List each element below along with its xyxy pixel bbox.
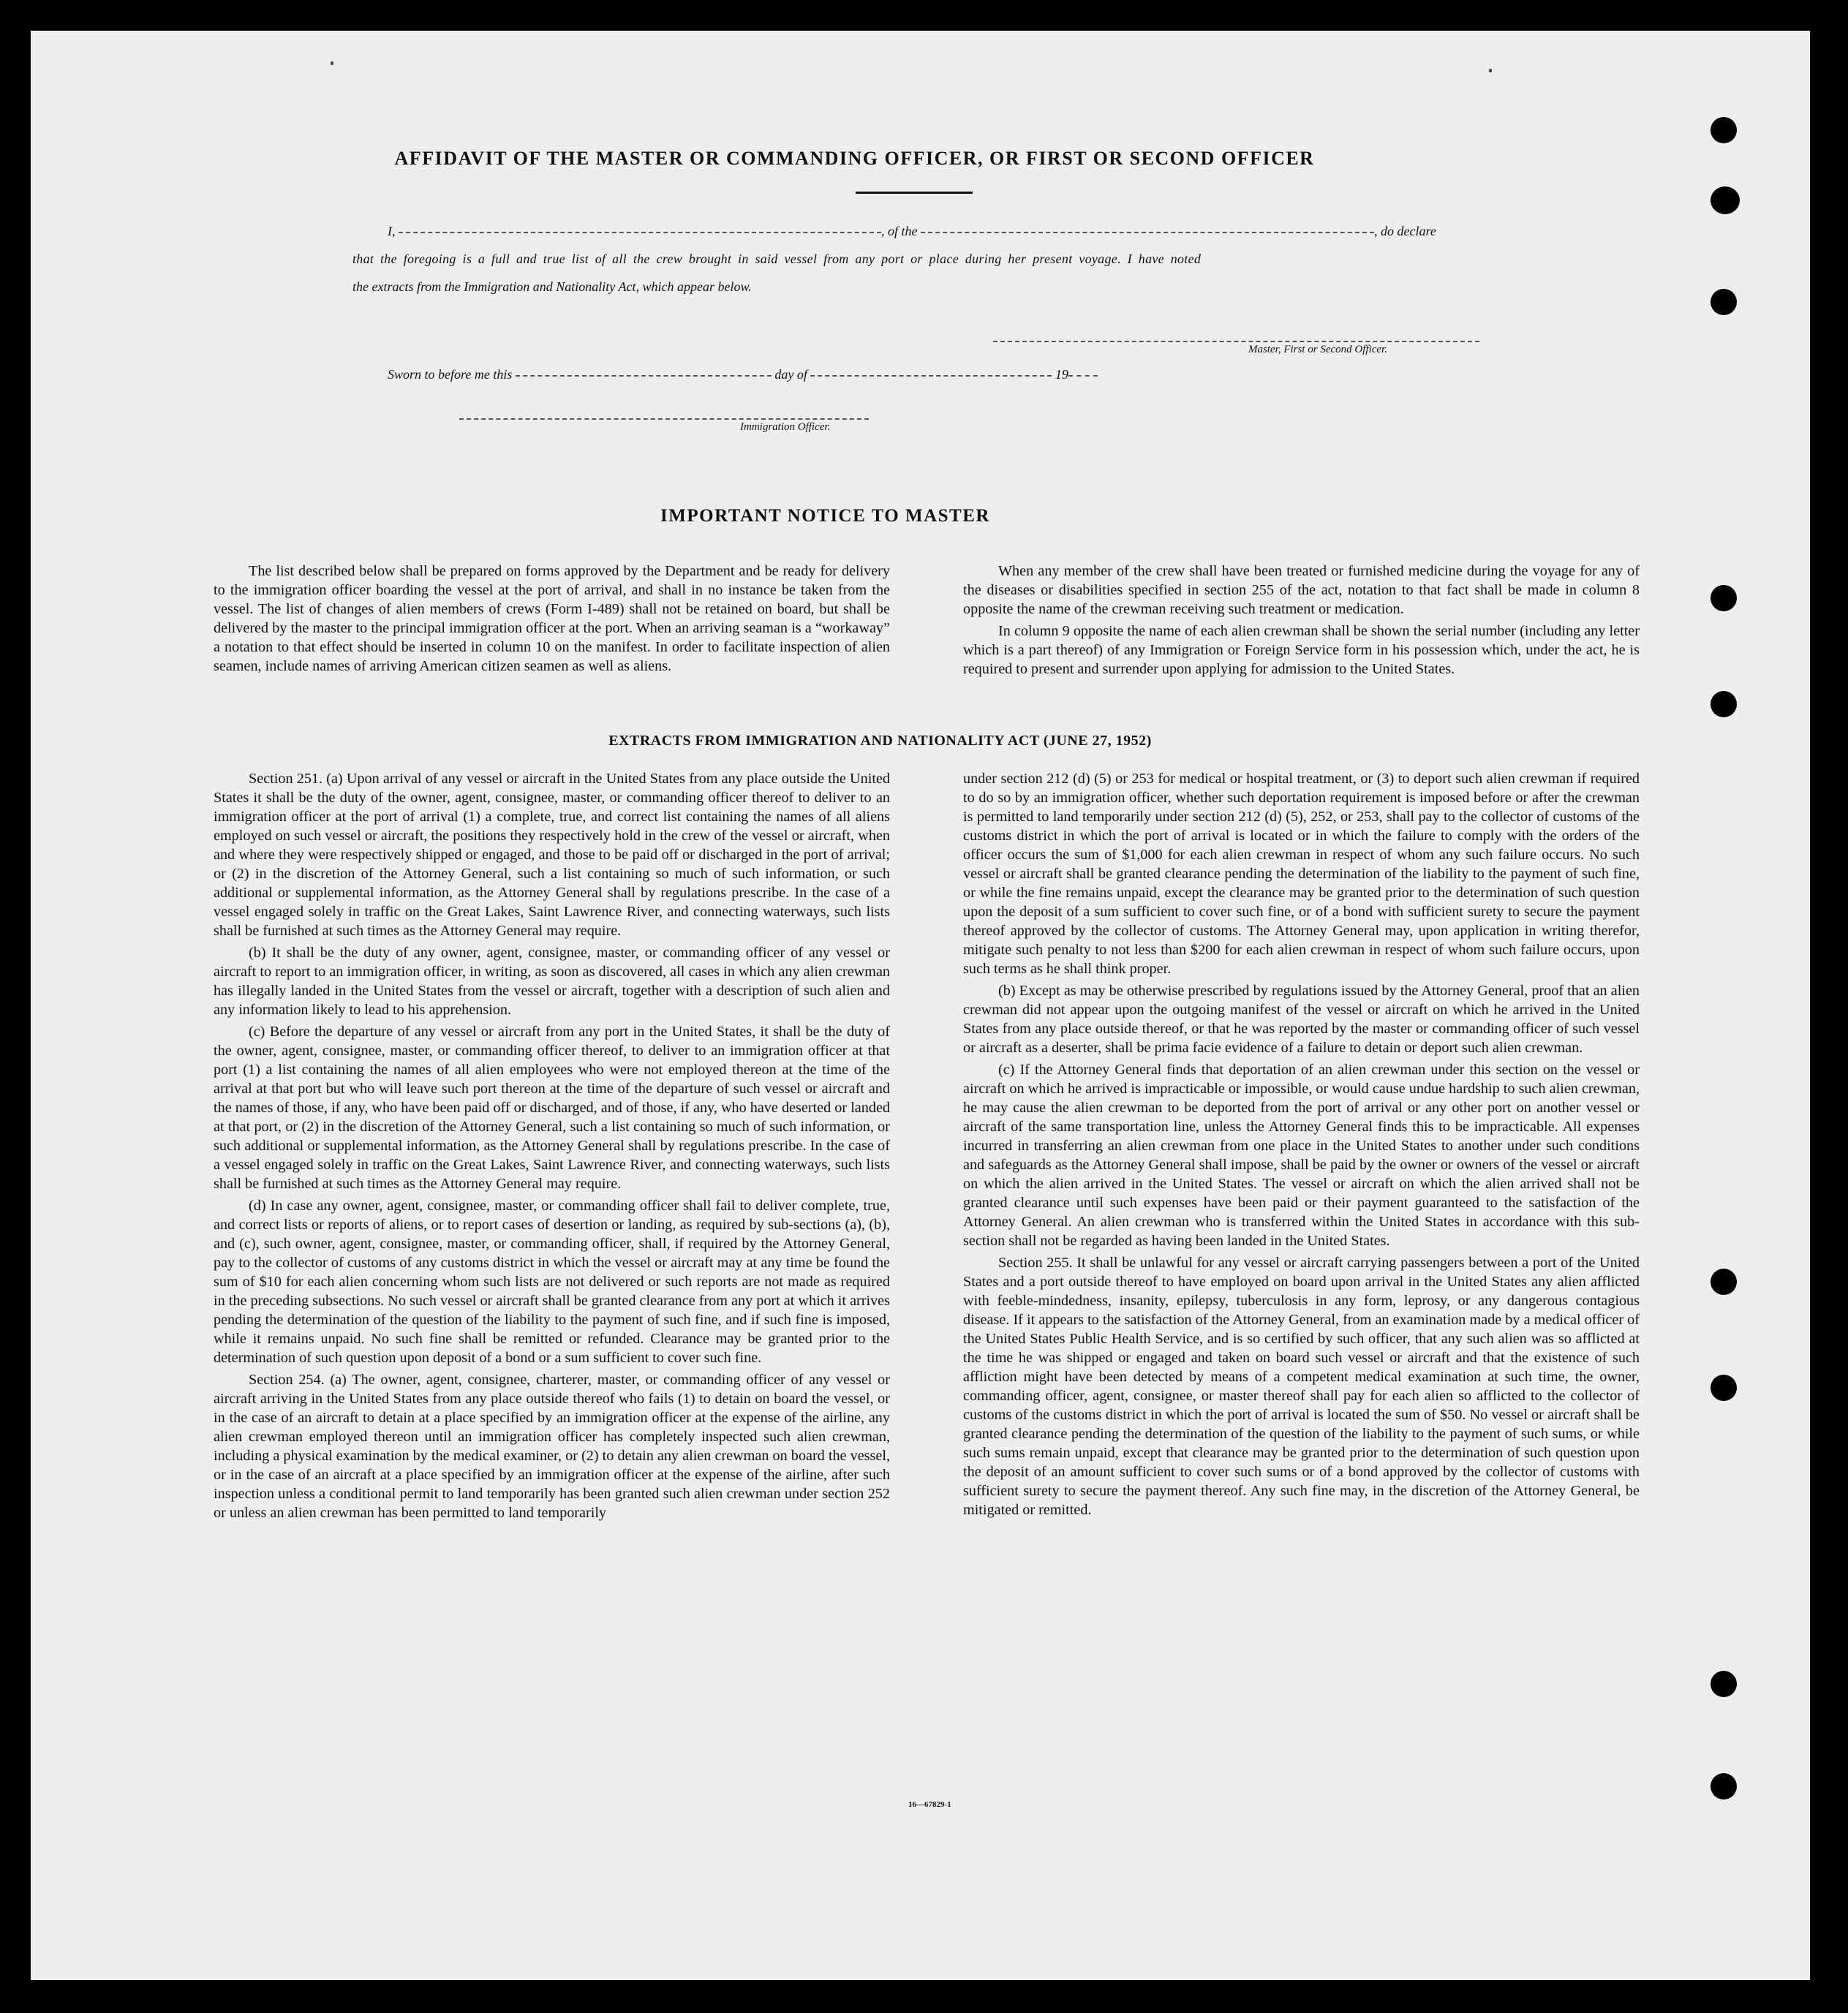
sworn-line xyxy=(388,367,1098,382)
extract-paragraph: (b) It shall be the duty of any owner, agent, consignee, master, or commanding officer of any vessel or aircraft to report to an immigration officer, in writing, as soon as discovered, all cases in which any alien crewman has illegally landed in the United States from the vessel or aircraft, together with a description of such alien and any information likely to lead to his apprehension. xyxy=(214,945,890,1018)
extract-paragraph: Section 254. (a) The owner, agent, consignee, charterer, master, or commanding officer of any vessel or aircraft arriving in the United States from any place outside thereof who fails (1) to detain on board the vessel, or in the case of an aircraft to detain at a place specified by an immigration officer at the expense of the airline, any alien crewman employed thereon until an immigration officer has completely inspected such alien crewman, including a physical examination by the medical examiner, or (2) to detain any alien crewman on board the vessel, or in the case of an aircraft at a place specified by an immigration officer at the expense of the airline, after such inspection unless a conditional permit to land temporarily has been granted such alien crewman under section 252 or unless an alien crewman has been permitted to land temporarily xyxy=(214,1372,890,1521)
title-rule xyxy=(856,192,973,194)
extracts-title: EXTRACTS FROM IMMIGRATION AND NATIONALITY ACT (JUNE 27, 1952) xyxy=(608,733,1152,749)
scan-speck xyxy=(1489,69,1492,72)
notice-left-column xyxy=(214,562,890,679)
officer-signature-label: Immigration Officer. xyxy=(740,421,831,433)
sworn-prefix: Sworn to before me this xyxy=(388,367,513,382)
declaration-do-declare: , do declare xyxy=(1374,224,1436,238)
notice-paragraph: When any member of the crew shall have been treated or furnished medicine during the voyage for any of the diseases or disabilities specified in section 255 of the act, notation to that fact shall be made in column 8 opposite the name of the crewman receiving such treatment or medication. xyxy=(963,563,1640,617)
extract-paragraph: (c) Before the departure of any vessel or aircraft from any port in the United States, it shall be the duty of the owner, agent, consignee, master, or commanding officer thereof, to deliver to an immigration officer at that port (1) a list containing the names of all alien employees who were not employed thereon at the time of the arrival at that port but who will leave such port thereon at the time of the departure of such vessel or aircraft and the names of those, if any, who have been paid off or discharged, and of those, if any, who have deserted or landed at that port, or (2) in the discretion of the Attorney General, such a list containing so much of such information, or such additional or supplemental information, as the Attorney General shall by regulations prescribe. In the case of a vessel engaged solely in traffic on the Great Lakes, Saint Lawrence River, and connecting waterways, such lists shall be furnished at such times as the Attorney General may require. xyxy=(214,1024,890,1192)
extract-paragraph: Section 255. It shall be unlawful for any vessel or aircraft carrying passengers between a port of the United States and a port outside thereof to have employed on board upon arrival in the United States any alien afflicted with feeble-mindedness, insanity, epilepsy, tuberculosis in any form, leprosy, or any dangerous contagious disease. If it appears to the satisfaction of the Attorney General, from an examination made by a medical officer of the United States Public Health Service, and is so certified by such officer, that any such alien was so afflicted at the time he was shipped or engaged and taken on board such vessel or aircraft and that the existence of such affliction might have been detected by means of a competent medical examination at such time, the owner, commanding officer, agent, consignee, or master thereof shall pay for each alien so afflicted to the collector of customs of the customs district in which the port of arrival is located the sum of $50. No vessel or aircraft shall be granted clearance pending the determination of the question of the liability to the payment of such sums, or while such sums remain unpaid, except that clearance may be granted prior to the determination of such question upon the deposit of an amount sufficient to cover such sums or of a bond approved by the collector of customs with sufficient surety to secure the payment thereof. Any such fine may, in the discretion of the Attorney General, be mitigated or remitted. xyxy=(963,1255,1640,1518)
punch-hole xyxy=(1711,117,1737,143)
sworn-year-blank xyxy=(1068,375,1098,377)
declaration-line-3: the extracts from the Immigration and Nationality Act, which appear below. xyxy=(352,279,752,294)
extracts-right-column xyxy=(963,769,1640,1522)
document-page xyxy=(31,31,1810,1980)
affidavit-title: AFFIDAVIT OF THE MASTER OR COMMANDING OFFICER, OR FIRST OR SECOND OFFICER xyxy=(394,148,1315,169)
sworn-date-blank xyxy=(516,375,772,377)
extract-paragraph: (c) If the Attorney General finds that deportation of an alien crewman under this section on the vessel or aircraft on which he arrived is impracticable or impossible, or would cause undue hardship to such alien crewman, he may cause the alien crewman to be deported from the port of arrival or any other port on another vessel or aircraft of the same transportation line, unless the Attorney General finds this to be impracticable. All expenses incurred in transferring an alien crewman from one place in the United States to another under such conditions and safeguards as the Attorney General shall impose, shall be paid by the owner or owners of the vessel or aircraft on which the alien arrived in the United States. The vessel or aircraft on which the alien arrived shall not be granted clearance until such expenses have been paid or their payment guaranteed to the satisfaction of the Attorney General. An alien crewman who is transferred within the United States in accordance with this sub-section shall not be regarded as having been landed in the United States. xyxy=(963,1062,1640,1249)
notice-paragraph: The list described below shall be prepared on forms approved by the Department and be ready for delivery to the immigration officer boarding the vessel at the port of arrival, and shall in no instance be taken from the vessel. The list of changes of alien members of crews (Form I-489) shall not be retained on board, but shall be delivered by the master to the principal immigration officer at the port. When an arriving seaman is a “workaway” a notation to that effect should be inserted in column 10 on the manifest. In order to facilitate inspection of alien seamen, include names of arriving American citizen seamen as well as aliens. xyxy=(214,563,890,674)
scan-speck xyxy=(331,61,333,65)
declaration-line-2: that the foregoing is a full and true list of all the crew brought in said vessel from any port or place during her present voyage. I have noted xyxy=(352,252,1202,266)
declaration-i: I, xyxy=(388,224,396,238)
punch-hole xyxy=(1711,1671,1737,1697)
punch-hole xyxy=(1711,186,1740,214)
extract-paragraph: (d) In case any owner, agent, consignee, master, or commanding officer shall fail to deliver complete, true, and correct lists or reports of aliens, or to report cases of desertion or landing, as required by sub-sections (a), (b), and (c), such owner, agent, consignee, master, or commanding officer, shall, if required by the Attorney General, pay to the collector of customs of any customs district in which the vessel or aircraft may at any time be found the sum of $10 for each alien concerning whom such lists are not delivered or such reports are not made as required in the preceding subsections. No such vessel or aircraft shall be granted clearance from any port at which it arrives pending the determination of the question of the liability to the payment of such fine, and if such fine is imposed, while it remains unpaid. No such fine shall be remitted or refunded. Clearance may be granted prior to the determination of such question upon deposit of a bond or a sum sufficient to cover such fine. xyxy=(214,1198,890,1366)
sworn-year: 19 xyxy=(1055,367,1068,382)
punch-hole xyxy=(1711,1773,1737,1799)
punch-hole xyxy=(1711,1375,1737,1401)
punch-hole xyxy=(1711,289,1737,315)
master-signature-label: Master, First or Second Officer. xyxy=(1248,344,1387,355)
extracts-left-column xyxy=(214,769,890,1525)
master-signature-line xyxy=(993,341,1479,342)
punch-hole xyxy=(1711,1269,1737,1295)
sworn-month-blank xyxy=(810,375,1052,377)
name-blank xyxy=(399,232,881,233)
declaration-of-the: , of the xyxy=(881,224,918,238)
sworn-day-of: day of xyxy=(774,367,807,382)
declaration-line-1 xyxy=(388,224,1436,239)
officer-signature-line xyxy=(459,418,869,420)
extract-paragraph: (b) Except as may be otherwise prescribed by regulations issued by the Attorney General, proof that an alien crewman did not appear upon the outgoing manifest of the vessel or aircraft on which he arrived in the United States from any place outside thereof, or that he was reported by the master or commanding officer of such vessel or aircraft as a deserter, shall be prima facie evidence of a failure to detain or deport such alien crewman. xyxy=(963,983,1640,1056)
extract-paragraph: under section 212 (d) (5) or 253 for medical or hospital treatment, or (3) to deport such alien crewman if required to do so by an immigration officer, whether such deportation requirement is imposed before or after the crewman is permitted to land temporarily under section 212 (d) (5), 252, or 253, shall pay to the collector of customs of the customs district in which the port of arrival is located or in which the failure to comply with the orders of the officer occurs the sum of $1,000 for each alien crewman in respect of whom any such failure occurs. No such vessel or aircraft shall be granted clearance pending the determination of the liability to the payment of such fine, or while the fine remains unpaid, except the clearance may be granted prior to the determination of such question upon the deposit of a sum sufficient to cover such fine, or of a bond with sufficient surety to secure the payment thereof approved by the collector of customs. The Attorney General may, upon application in writing therefor, mitigate such penalty to not less than $200 for each alien crewman in respect of whom such failure occurs, upon such terms as he shall think proper. xyxy=(963,771,1640,977)
notice-right-column xyxy=(963,562,1640,681)
form-number: 16—67829-1 xyxy=(908,1800,951,1809)
extract-paragraph: Section 251. (a) Upon arrival of any vessel or aircraft in the United States from any place outside the United States it shall be the duty of the owner, agent, consignee, master, or commanding officer thereof to deliver to an immigration officer at the port of arrival (1) a complete, true, and correct list containing the names of all aliens employed on such vessel or aircraft, the positions they respectively hold in the crew of the vessel or aircraft, when and where they were respectively shipped or engaged, and those to be paid off or discharged in the port of arrival; or (2) in the discretion of the Attorney General, such a list containing so much of such information, or such additional or supplemental information, as the Attorney General shall by regulations prescribe. In the case of a vessel engaged solely in traffic on the Great Lakes, Saint Lawrence River, and connecting waterways, such lists shall be furnished at such times as the Attorney General may require. xyxy=(214,771,890,939)
vessel-blank xyxy=(921,232,1374,233)
punch-hole xyxy=(1711,585,1737,611)
notice-paragraph: In column 9 opposite the name of each alien crewman shall be shown the serial number (including any letter which is a part thereof) of any Immigration or Foreign Service form in his possession which, under the act, he is required to present and surrender upon applying for admission to the United States. xyxy=(963,623,1640,677)
punch-hole xyxy=(1711,691,1737,717)
notice-title: IMPORTANT NOTICE TO MASTER xyxy=(660,506,990,526)
